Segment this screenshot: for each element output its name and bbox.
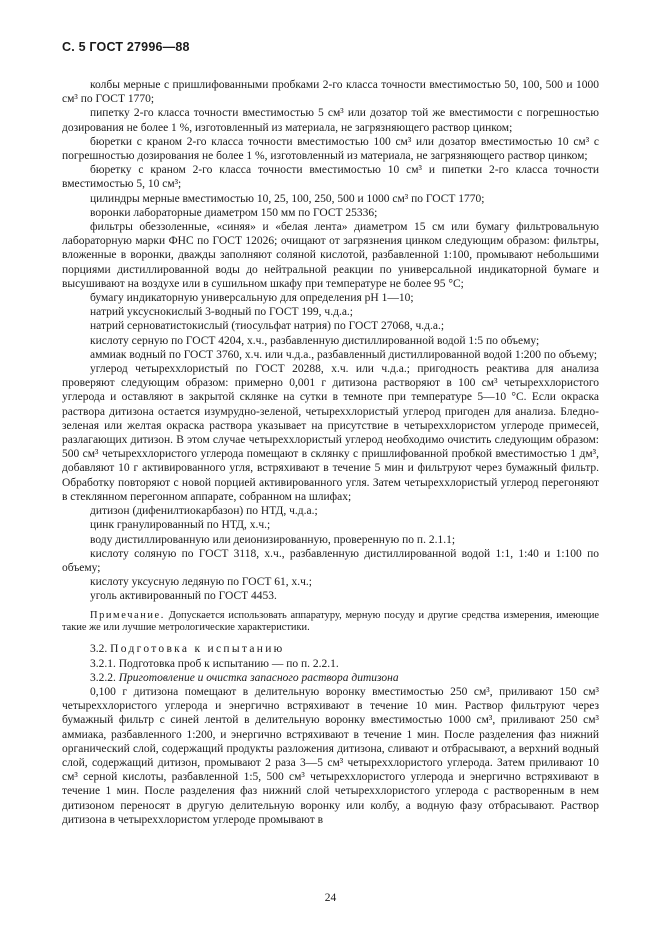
list-item: углерод четыреххлористый по ГОСТ 20288, х.ч. или ч.д.а.; пригодность реактива для анализа проверяют следующим образом: примерно 0,001 г дитизона растворяют в 100 см³ четыреххлористого углерода и оставляют в закрытой склянке на сутки в темноте при температуре 5—10 °С. Если окраска раствора дитизона остается изумрудно-зеленой, четыреххлористый углерод пригоден для анализа. Бледно-зеленая или желтая окраска раствора указывает на присутствие в четыреххлористом углероде примесей, разлагающих дитизон. В этом случае четыреххлористый углерод необходимо очистить следующим образом: 500 см³ четыреххлористого углерода помещают в склянку с пришлифованной пробкой вместимостью 1 дм³, добавляют 10 г активированного угля, встряхивают в течение 5 мин и фильтруют через бумажный фильтр. Обработку повторяют с новой порцией активированного угля. Затем четыреххлористый углерод перегоняют в стеклянном перегонном аппарате, собранном на шлифах; [62, 363, 599, 503]
note [62, 610, 599, 635]
list-item: кислоту серную по ГОСТ 4204, х.ч., разбавленную дистиллированной водой 1:5 по объему; [90, 334, 540, 347]
list-item: аммиак водный по ГОСТ 3760, х.ч. или ч.д.а., разбавленный дистиллированной водой 1:200 по объему; [90, 348, 598, 361]
list-item: воду дистиллированную или деионизированную, проверенную по п. 2.1.1; [90, 533, 456, 546]
list-item: пипетку 2-го класса точности вместимостью 5 см³ или дозатор той же вместимости с погрешностью дозирования не более 1 %, изготовленный из материала, не загрязняющего раствор цинком; [62, 107, 599, 134]
subsection-number: 3.2.2. [90, 671, 116, 684]
subsection-3-2-1: 3.2.1. Подготовка проб к испытанию — по п. 2.2.1. [90, 657, 339, 670]
list-item: цинк гранулированный по НТД, х.ч.; [90, 519, 271, 532]
list-item: натрий уксуснокислый 3-водный по ГОСТ 199, ч.д.а.; [90, 306, 353, 319]
list-item: бумагу индикаторную универсальную для определения рН 1—10; [90, 292, 414, 305]
list-item: бюретки с краном 2-го класса точности вместимостью 100 см³ или дозатор вместимостью 10 см³ с погрешностью дозирования не более 1 %, изготовленный из материала, не загрязняющего раствор цинком; [62, 135, 599, 163]
section-title: Подготовка к испытанию [110, 643, 285, 656]
list-item: натрий серноватистокислый (тиосульфат натрия) по ГОСТ 27068, ч.д.а.; [90, 320, 445, 333]
list-item: дитизон (дифенилтиокарбазон) по НТД, ч.д.а.; [90, 505, 318, 518]
list-item: бюретку с краном 2-го класса точности вместимостью 10 см³ и пипетки 2-го класса точности вместимостью 5, 10 см³; [62, 164, 599, 191]
subsection-heading [62, 671, 599, 685]
page-content [62, 78, 599, 827]
note-text: Допускается использовать аппаратуру, мерную посуду и другие средства измерения, имеющие такие же или лучшие метрологические характеристики. [62, 609, 599, 633]
list-item: уголь активированный по ГОСТ 4453. [90, 590, 277, 603]
list-item: кислоту уксусную ледяную по ГОСТ 61, х.ч.; [90, 576, 312, 589]
list-item: цилиндры мерные вместимостью 10, 25, 100, 250, 500 и 1000 см³ по ГОСТ 1770; [90, 192, 485, 205]
section-number: 3.2. [90, 643, 108, 656]
subsection-title: Приготовление и очистка запасного раствора дитизона [118, 671, 399, 684]
section-heading [62, 642, 599, 656]
list-item: кислоту соляную по ГОСТ 3118, х.ч., разбавленную дистиллированной водой 1:1, 1:40 и 1:100 по объему; [62, 547, 599, 574]
list-item: фильтры обеззоленные, «синяя» и «белая лента» диаметром 15 см или бумагу фильтровальную лабораторную марки ФНС по ГОСТ 12026; очищают от загрязнения цинком следующим образом: фильтры, вложенные в воронки, дважды заполняют соляной кислотой, разбавленной 1:100, промывают небольшими порциями дистиллированной воды до нейтральной реакции по универсальной индикаторной бумаге и высушивают на воздухе или в сушильном шкафу при температуре не более 95 °С; [62, 221, 599, 290]
list-item: воронки лабораторные диаметром 150 мм по ГОСТ 25336; [90, 206, 378, 219]
note-label: Примечание. [90, 609, 165, 621]
page-header: С. 5 ГОСТ 27996—88 [62, 40, 190, 54]
list-item: колбы мерные с пришлифованными пробками 2-го класса точности вместимостью 50, 100, 500 и 1000 см³ по ГОСТ 1770; [62, 79, 599, 106]
page-number: 24 [324, 892, 337, 904]
body-paragraph: 0,100 г дитизона помещают в делительную воронку вместимостью 250 см³, приливают 150 см³ четыреххлористого углерода и энергично встряхивают в течение 10 мин. Раствор фильтруют через бумажный фильтр с синей лентой в делительную воронку вместимостью 1000 см³, приливают 250 см³ аммиака, разбавленного 1:200, и энергично встряхивают в течение 1 мин. После разделения фаз нижний органический слой, содержащий продукты разложения дитизона, сливают и отбрасывают, а верхний водный слой, содержащий дитизон, промывают 2 раза 3—5 см³ четыреххлористого углерода. Затем приливают 10 см³ серной кислоты, разбавленной 1:5, 500 см³ четыреххлористого углерода и энергично встряхивают в течение 1 мин. После разделения фаз нижний слой четыреххлористого углерода с растворенным в нем дитизоном переносят в другую делительную воронку или колбу, а водную фазу отбрасывают. Раствор дитизона в четыреххлористом углероде промывают в [62, 685, 599, 826]
